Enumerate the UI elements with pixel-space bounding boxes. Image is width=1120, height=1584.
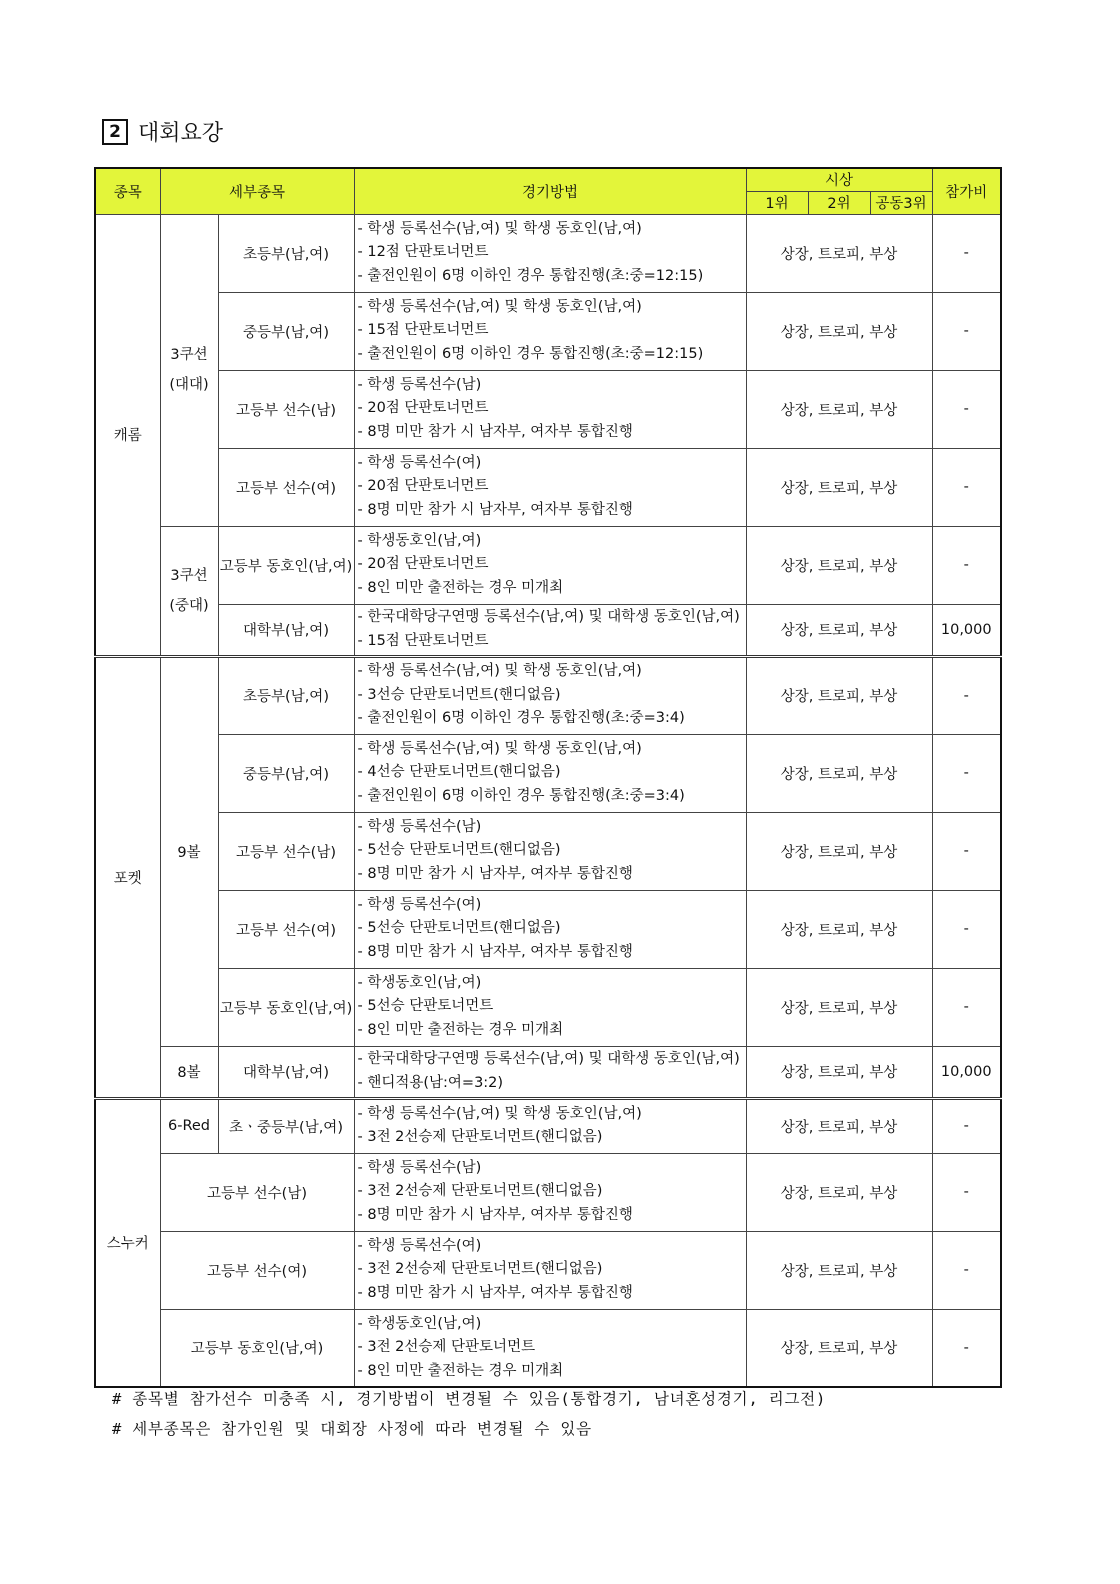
table-row — [95, 1153, 1001, 1231]
fee-cell: - — [932, 292, 1001, 370]
notes — [112, 1384, 826, 1444]
method-cell: - 학생 등록선수(남) - 20점 단판토너먼트 - 8명 미만 참가 시 남자부, 여자부 통합진행 — [354, 370, 746, 448]
header-method: 경기방법 — [354, 168, 746, 214]
division-cell: 초ㆍ중등부(남,여) — [218, 1098, 354, 1153]
fee-cell: - — [932, 1309, 1001, 1387]
table-row — [95, 370, 1001, 448]
table-row — [95, 1098, 1001, 1153]
award-cell: 상장, 트로피, 부상 — [746, 214, 932, 292]
division-cell: 초등부(남,여) — [218, 656, 354, 734]
table-row — [95, 656, 1001, 734]
header-sub-event: 세부종목 — [160, 168, 354, 214]
award-cell: 상장, 트로피, 부상 — [746, 1231, 932, 1309]
table-row — [95, 214, 1001, 292]
sub-event-3cushion-mid: 3쿠션 (중대) — [160, 526, 218, 656]
division-cell: 대학부(남,여) — [218, 604, 354, 656]
fee-cell: - — [932, 734, 1001, 812]
fee-cell: - — [932, 968, 1001, 1046]
note-line: # 종목별 참가선수 미충족 시, 경기방법이 변경될 수 있음(통합경기, 남녀혼성경기, 리그전) — [112, 1390, 827, 1408]
method-cell: - 학생 등록선수(남,여) 및 학생 동호인(남,여) - 15점 단판토너먼트 - 출전인원이 6명 이하인 경우 통합진행(초:중=12:15) — [354, 292, 746, 370]
division-cell: 고등부 동호인(남,여) — [218, 968, 354, 1046]
method-cell: - 학생 등록선수(여) - 20점 단판토너먼트 - 8명 미만 참가 시 남자부, 여자부 통합진행 — [354, 448, 746, 526]
award-cell: 상장, 트로피, 부상 — [746, 656, 932, 734]
method-cell: - 학생동호인(남,여) - 5선승 단판토너먼트 - 8인 미만 출전하는 경우 미개최 — [354, 968, 746, 1046]
header-award: 시상 — [746, 168, 932, 191]
fee-cell: - — [932, 1098, 1001, 1153]
method-cell: - 학생 등록선수(남,여) 및 학생 동호인(남,여) - 4선승 단판토너먼트(핸디없음) - 출전인원이 6명 이하인 경우 통합진행(초:중=3:4) — [354, 734, 746, 812]
table-row — [95, 1046, 1001, 1098]
fee-cell: - — [932, 448, 1001, 526]
division-cell: 고등부 선수(남) — [160, 1153, 354, 1231]
header-event: 종목 — [95, 168, 160, 214]
fee-cell: - — [932, 1231, 1001, 1309]
division-cell: 고등부 선수(여) — [218, 890, 354, 968]
method-cell: - 학생동호인(남,여) - 20점 단판토너먼트 - 8인 미만 출전하는 경우 미개최 — [354, 526, 746, 604]
division-cell: 고등부 선수(여) — [160, 1231, 354, 1309]
fee-cell: - — [932, 656, 1001, 734]
award-cell: 상장, 트로피, 부상 — [746, 526, 932, 604]
division-cell: 고등부 선수(남) — [218, 370, 354, 448]
method-cell: - 학생 등록선수(남,여) 및 학생 동호인(남,여) - 3선승 단판토너먼트(핸디없음) - 출전인원이 6명 이하인 경우 통합진행(초:중=3:4) — [354, 656, 746, 734]
method-cell: - 학생 등록선수(여) - 3전 2선승제 단판토너먼트(핸디없음) - 8명 미만 참가 시 남자부, 여자부 통합진행 — [354, 1231, 746, 1309]
table-row — [95, 448, 1001, 526]
fee-cell: 10,000 — [932, 604, 1001, 656]
award-cell: 상장, 트로피, 부상 — [746, 1098, 932, 1153]
method-cell: - 학생동호인(남,여) - 3전 2선승제 단판토너먼트 - 8인 미만 출전하는 경우 미개최 — [354, 1309, 746, 1387]
method-cell: - 학생 등록선수(남,여) 및 학생 동호인(남,여) - 3전 2선승제 단판토너먼트(핸디없음) — [354, 1098, 746, 1153]
fee-cell: 10,000 — [932, 1046, 1001, 1098]
division-cell: 중등부(남,여) — [218, 292, 354, 370]
division-cell: 고등부 선수(남) — [218, 812, 354, 890]
method-cell: - 학생 등록선수(남,여) 및 학생 동호인(남,여) - 12점 단판토너먼트 - 출전인원이 6명 이하인 경우 통합진행(초:중=12:15) — [354, 214, 746, 292]
award-cell: 상장, 트로피, 부상 — [746, 890, 932, 968]
sub-event-9ball: 9볼 — [160, 656, 218, 1046]
sub-event-6red: 6-Red — [160, 1098, 218, 1153]
fee-cell: - — [932, 526, 1001, 604]
header-fee: 참가비 — [932, 168, 1001, 214]
table-row — [95, 968, 1001, 1046]
event-pocket: 포켓 — [95, 656, 160, 1098]
method-cell: - 한국대학당구연맹 등록선수(남,여) 및 대학생 동호인(남,여) - 15점 단판토너먼트 — [354, 604, 746, 656]
fee-cell: - — [932, 890, 1001, 968]
division-cell: 대학부(남,여) — [218, 1046, 354, 1098]
method-cell: - 학생 등록선수(남) - 5선승 단판토너먼트(핸디없음) - 8명 미만 참가 시 남자부, 여자부 통합진행 — [354, 812, 746, 890]
table-row — [95, 526, 1001, 604]
section-title-text: 대회요강 — [138, 121, 224, 146]
fee-cell: - — [932, 812, 1001, 890]
award-cell: 상장, 트로피, 부상 — [746, 1153, 932, 1231]
header-place-3: 공동3위 — [870, 191, 932, 214]
fee-cell: - — [932, 370, 1001, 448]
fee-cell: - — [932, 1153, 1001, 1231]
method-cell: - 한국대학당구연맹 등록선수(남,여) 및 대학생 동호인(남,여) - 핸디적용(남:여=3:2) — [354, 1046, 746, 1098]
award-cell: 상장, 트로피, 부상 — [746, 734, 932, 812]
table-row — [95, 1309, 1001, 1387]
competition-table — [94, 167, 1002, 1388]
fee-cell: - — [932, 214, 1001, 292]
award-cell: 상장, 트로피, 부상 — [746, 292, 932, 370]
award-cell: 상장, 트로피, 부상 — [746, 604, 932, 656]
section-title — [102, 116, 223, 147]
division-cell: 중등부(남,여) — [218, 734, 354, 812]
section-number-box: 2 — [102, 119, 128, 145]
note-line: # 세부종목은 참가인원 및 대회장 사정에 따라 변경될 수 있음 — [112, 1420, 592, 1438]
table-row — [95, 604, 1001, 656]
table-row — [95, 890, 1001, 968]
header-place-2: 2위 — [808, 191, 870, 214]
award-cell: 상장, 트로피, 부상 — [746, 370, 932, 448]
award-cell: 상장, 트로피, 부상 — [746, 812, 932, 890]
award-cell: 상장, 트로피, 부상 — [746, 448, 932, 526]
division-cell: 초등부(남,여) — [218, 214, 354, 292]
sub-event-8ball: 8볼 — [160, 1046, 218, 1098]
division-cell: 고등부 동호인(남,여) — [160, 1309, 354, 1387]
event-carom: 캐롬 — [95, 214, 160, 656]
method-cell: - 학생 등록선수(남) - 3전 2선승제 단판토너먼트(핸디없음) - 8명 미만 참가 시 남자부, 여자부 통합진행 — [354, 1153, 746, 1231]
division-cell: 고등부 동호인(남,여) — [218, 526, 354, 604]
table-row — [95, 812, 1001, 890]
table-row — [95, 292, 1001, 370]
table-row — [95, 734, 1001, 812]
sub-event-3cushion-large: 3쿠션 (대대) — [160, 214, 218, 526]
award-cell: 상장, 트로피, 부상 — [746, 968, 932, 1046]
award-cell: 상장, 트로피, 부상 — [746, 1309, 932, 1387]
award-cell: 상장, 트로피, 부상 — [746, 1046, 932, 1098]
division-cell: 고등부 선수(여) — [218, 448, 354, 526]
method-cell: - 학생 등록선수(여) - 5선승 단판토너먼트(핸디없음) - 8명 미만 참가 시 남자부, 여자부 통합진행 — [354, 890, 746, 968]
event-snooker: 스누커 — [95, 1098, 160, 1387]
header-place-1: 1위 — [746, 191, 808, 214]
table-row — [95, 1231, 1001, 1309]
